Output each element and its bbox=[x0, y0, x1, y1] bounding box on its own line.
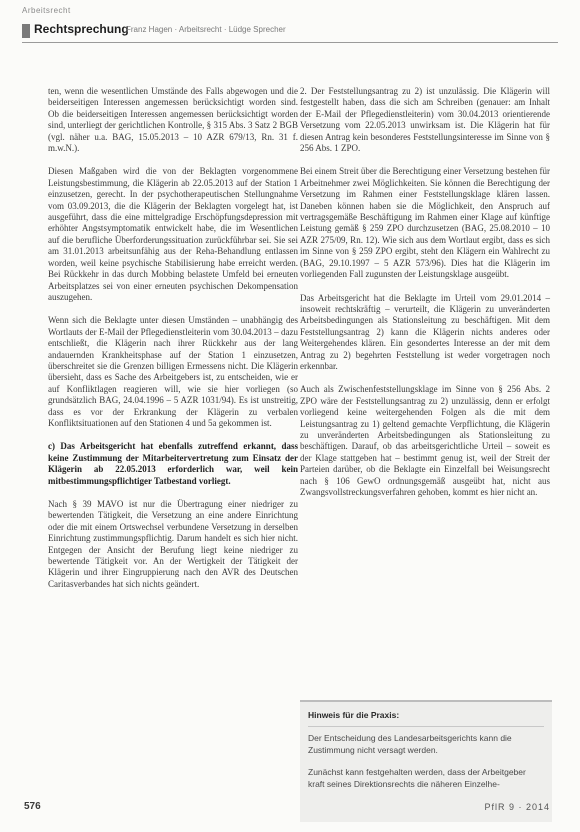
practice-note-rule bbox=[308, 726, 544, 727]
right-paragraph: Bei einem Streit über die Berechtigung einer Versetzung bestehen für Arbeitnehmer zwei Möglichkeiten. Sie können die Berechtigung der Versetzung im Rahmen einer Feststellungsklage klären lassen. Daneben können haben sie die Möglichkeit, den Anspruch auf vertragsgemäße Beschäftigung im Rahmen einer Klage auf künftige Leistung gemäß § 259 ZPO durchzusetzen (BAG, 25.08.2010 – 10 AZR 275/09, Rn. 12). Wie sich aus dem Wortlaut ergibt, dass es sich im Sinne von § 259 ZPO ergibt, steht den Klägern ein Wahlrecht zu (BAG, 29.10.1997 – 5 AZR 573/96). Dies hat die Klägerin im vorliegenden Fall zugunsten der Leistungsklage ausgeübt. bbox=[300, 166, 550, 280]
left-paragraph: Wenn sich die Beklagte unter diesen Umständen – unabhängig des Wortlauts der E-Mail der Pflegedienstleiterin vom 30.04.2013 – dazu entschließt, die Klägerin nach ihrer Rückkehr aus der lang andauernden Krankheitsphase auf der Station 1 einzusetzen, überschreitet sie die Grenzen billigen Ermessens nicht. Die Klägerin übersieht, dass es Sache des Arbeitgebers ist, zu entscheiden, wie er auf Konfliktlagen reagieren will, wie sie hier vorliegen (so grundsätzlich BAG, 24.04.1996 – 5 AZR 1031/94). Es ist unstreitig, dass es vor der Erkrankung der Klägerin zu verbalen Konfliktsituationen auf den Stationen 4 und 5a gekommen ist. bbox=[48, 315, 298, 428]
left-paragraph: Diesen Maßgaben wird die von der Beklagten vorgenommene Leistungsbestimmung, die Klägerin ab 22.05.2013 auf der Station 1 einzusetzen, gerecht. In der psychotherapeutischen Stellungnahme vom 03.09.2013, die die Klägerin der Beklagten vorgelegt hat, ist ausgeführt, dass die eine mittelgradige Erschöpfungsdepression mit erhöhter Angstsymptomatik entwickelt habe, die im Wesentlichen auf die berufliche Überforderungssituation zurückführbar sei. Sie sei am 31.01.2013 arbeitsunfähig aus der Reha-Behandlung entlassen worden, weil keine psychische Stabilisierung habe erreicht werden. Bei Rückkehr in das durch Mobbing belastete Umfeld bei erneuten Arbeitsplatzes sei von einer erneuten psychischen Dekompensation auszugehen. bbox=[48, 166, 298, 302]
left-column bbox=[48, 86, 298, 602]
left-paragraph: Nach § 39 MAVO ist nur die Übertragung einer niedriger zu bewertenden Tätigkeit, die Versetzung an eine andere Einrichtung oder die mit einem Ortswechsel verbundene Versetzung in derselben Einrichtung zustimmungspflichtig. Darum handelt es sich hier nicht. Entgegen der Ansicht der Berufung liegt keine niedriger zu bewertende Tätigkeit vor. An der Wertigkeit der Tätigkeit der Klägerin und ihrer Eingruppierung nach den AVR des Deutschen Caritasverbandes hat sich nichts geändert. bbox=[48, 499, 298, 589]
right-paragraph: 2. Der Feststellungsantrag zu 2) ist unzulässig. Die Klägerin will festgestellt haben, dass die sich am Schreiben (genauer: am Inhalt der E-Mail der Pflegedienstleiterin) vom 30.04.2013 orientierende Versetzung vom 22.05.2013 unwirksam ist. Die Klägerin hat für diesen Antrag kein besonderes Feststellungsinteresse im Sinne von § 256 Abs. 1 ZPO. bbox=[300, 86, 550, 154]
header-accent-bar bbox=[22, 24, 30, 38]
practice-note-heading: Hinweis für die Praxis: bbox=[308, 710, 400, 720]
right-paragraph: Auch als Zwischenfeststellungsklage im Sinne von § 256 Abs. 2 ZPO wäre der Feststellungsantrag zu 2) unzulässig, denn er erfolgt vorliegend keine weitergehenden Folgen als die mit dem Leistungsantrag zu 1) geltend gemachte Verpflichtung, die Klägerin zu unveränderten Arbeitsbedingungen als Stationsleitung zu beschäftigen. Darauf, ob das arbeitsgerichtliche Urteil – soweit es der Klage stattgeben hat – bestimmt genug ist, weil der Streit der Parteien darüber, ob die Beklagte ein Einzelfall bei Weisungsrecht nach § 106 GewO ordnungsgemäß ausgeübt hat, nicht aus Zwangsvollstreckungsverfahren gehoben, kommt es hier nicht an. bbox=[300, 384, 550, 497]
practice-note-body bbox=[308, 732, 544, 800]
section-label: Arbeitsrecht bbox=[22, 6, 71, 15]
practice-note-paragraph: Zunächst kann festgehalten werden, dass der Arbeitgeber kraft seines Direktionsrechts die näheren Einzelhe- bbox=[308, 767, 526, 789]
right-column bbox=[300, 86, 550, 510]
header-rule bbox=[22, 42, 558, 43]
header-subtitle: Franz Hagen · Arbeitsrecht · Lüdge Sprecher bbox=[126, 25, 286, 34]
journal-issue: PflR 9 · 2014 bbox=[484, 802, 550, 812]
page-header bbox=[22, 20, 558, 50]
left-paragraph: ten, wenn die wesentlichen Umstände des Falls abgewogen und die beiderseitigen Interessen angemessen berücksichtigt worden sind. Ob die beiderseitigen Interessen angemessen berücksichtigt worden sind, unterliegt der gerichtlichen Kontrolle, § 315 Abs. 3 Satz 2 BGB (vgl. näher u.a. BAG, 15.05.2013 – 10 AZR 679/13, Rn. 31 f. m.w.N.). bbox=[48, 86, 298, 154]
page-number: 576 bbox=[24, 801, 41, 812]
left-paragraph-bold: c) Das Arbeitsgericht hat ebenfalls zutreffend erkannt, dass keine Zustimmung der Mitarbeitervertretung zum Einsatz der Klägerin ab 22.05.2013 erforderlich war, weil kein mitbestimmungspflichtiger Tatbestand vorliegt. bbox=[48, 441, 298, 486]
practice-note-paragraph: Der Entscheidung des Landesarbeitsgerichts kann die Zustimmung nicht versagt werden. bbox=[308, 733, 512, 755]
section-title: Rechtsprechung bbox=[34, 22, 129, 36]
right-paragraph: Das Arbeitsgericht hat die Beklagte im Urteil vom 29.01.2014 – insoweit rechtskräftig – verurteilt, die Klägerin zu unveränderten Arbeitsbedingungen als Stationsleitung zu beschäftigen. Mit dem Feststellungsantrag 2) kann die Klägerin nichts anderes oder Weitergehendes klären. Ein gesondertes Interesse an der mit dem Antrag zu 2) begehrten Feststellung ist weder vorgetragen noch erkennbar. bbox=[300, 292, 550, 371]
